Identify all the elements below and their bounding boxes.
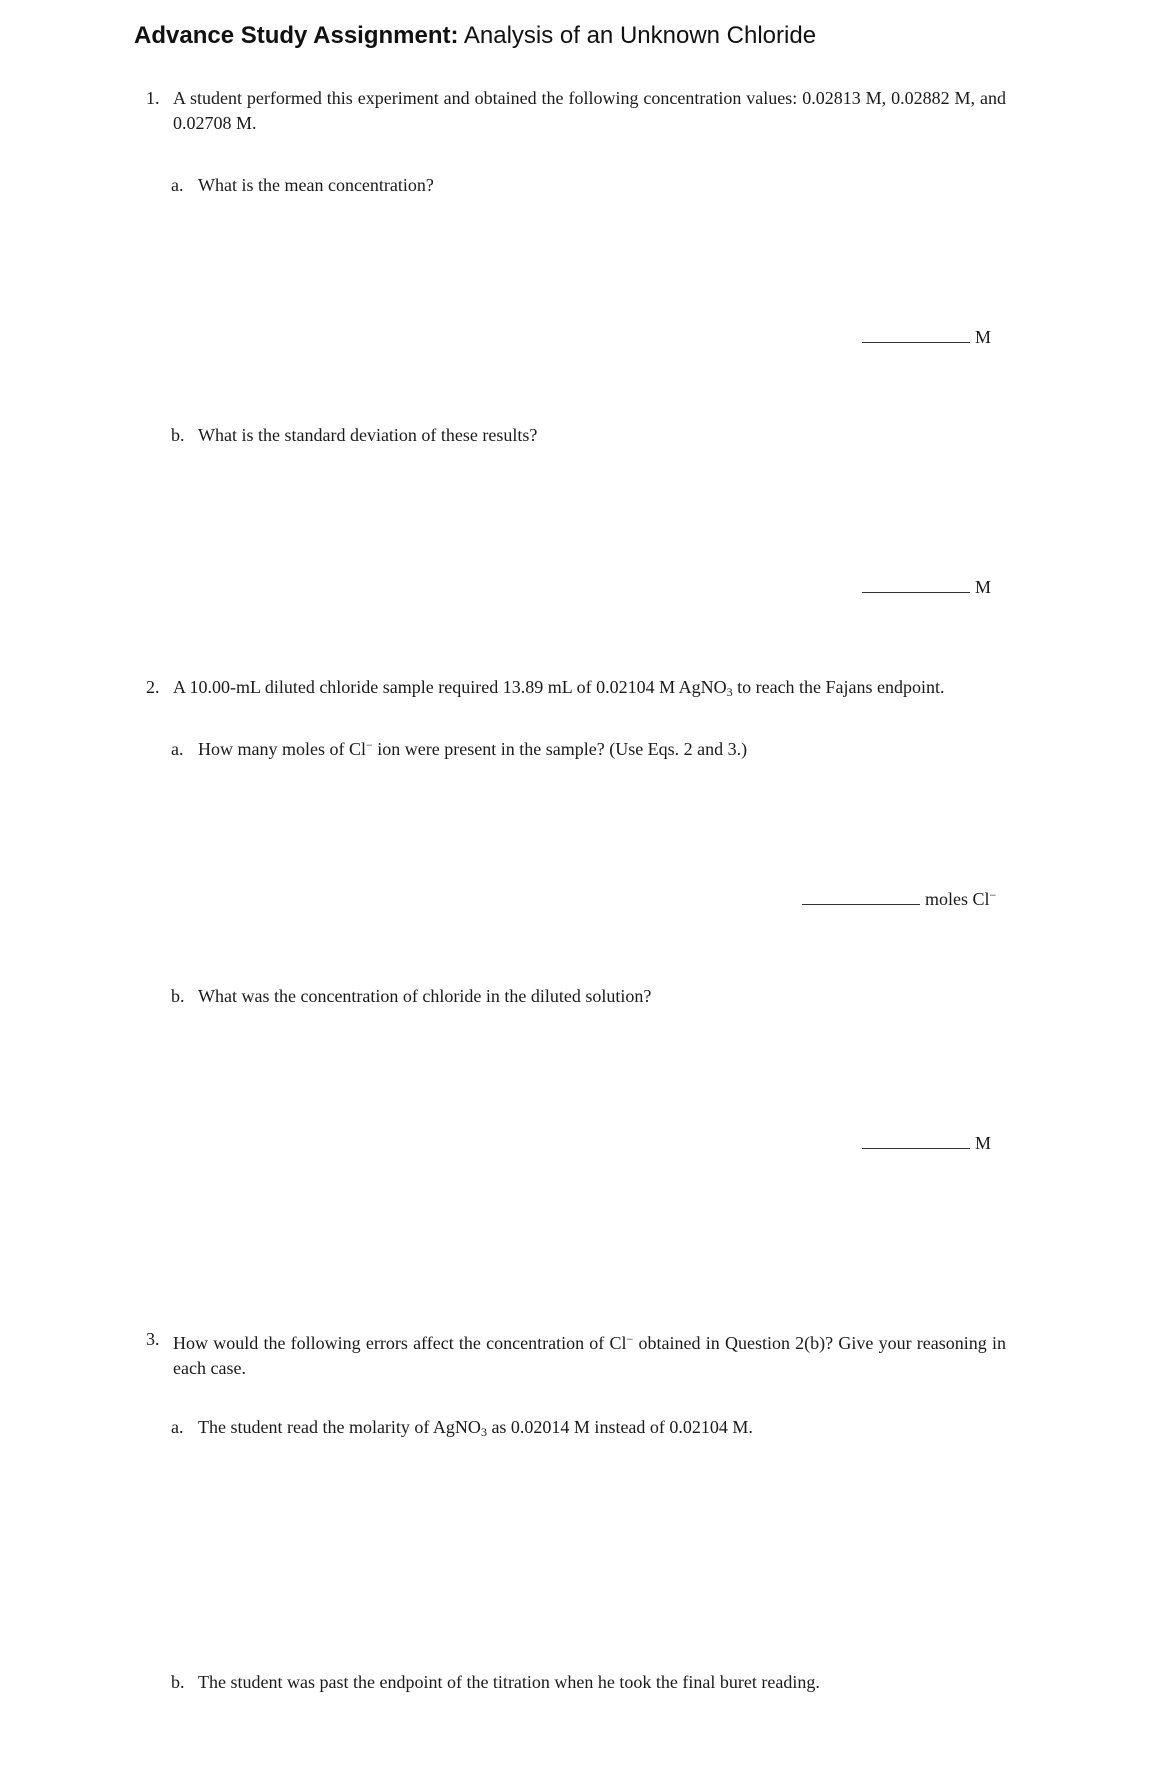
question-text: A student performed this experiment and obtained the following concentration values: 0.02813 M, 0.02882 M, and 0.02708 M. [173, 88, 1006, 133]
question-2 [146, 675, 945, 705]
answer-unit: M [975, 1133, 992, 1153]
part-text-a: How many moles of Cl [198, 739, 366, 759]
answer-blank[interactable] [862, 1132, 970, 1149]
question-3b [171, 1670, 820, 1695]
answer-2b [862, 1132, 991, 1154]
answer-blank[interactable] [862, 576, 970, 593]
part-text-a: The student read the molarity of AgNO [198, 1417, 481, 1437]
part-text-b: ion were present in the sample? (Use Eqs. 2 and 3.) [372, 739, 748, 759]
part-text: What is the standard deviation of these results? [198, 425, 538, 445]
superscript: − [989, 888, 997, 902]
part-letter: a. [171, 1417, 184, 1437]
answer-2a [802, 884, 996, 910]
question-1b [171, 423, 537, 448]
part-text-b: as 0.02014 M instead of 0.02104 M. [486, 1417, 753, 1437]
question-number: 2. [146, 677, 160, 697]
part-letter: b. [171, 986, 185, 1006]
part-text: What is the mean concentration? [198, 175, 434, 195]
question-text-b: to reach the Fajans endpoint. [732, 677, 945, 697]
superscript: − [626, 1332, 634, 1346]
answer-blank[interactable] [862, 326, 970, 343]
answer-unit: M [975, 327, 992, 347]
part-letter: a. [171, 175, 184, 195]
part-text: The student was past the endpoint of the titration when he took the final buret reading. [198, 1672, 820, 1692]
answer-blank[interactable] [802, 888, 920, 905]
title-subject: Analysis of an Unknown Chloride [463, 22, 817, 49]
question-2b [171, 984, 651, 1009]
question-3 [146, 1327, 1006, 1379]
question-text [173, 1327, 1006, 1381]
superscript: − [366, 738, 373, 752]
part-letter: a. [171, 739, 184, 759]
question-1 [146, 86, 1006, 138]
question-number: 1. [146, 88, 160, 108]
answer-1a [862, 326, 991, 348]
question-2a [171, 733, 747, 762]
page-title [134, 22, 816, 50]
question-3a [171, 1415, 753, 1445]
part-letter: b. [171, 1672, 185, 1692]
question-text-a: How would the following errors affect the concentration of Cl [173, 1333, 627, 1353]
answer-unit: M [975, 577, 992, 597]
part-text: What was the concentration of chloride in the diluted solution? [198, 986, 652, 1006]
question-text-a: A 10.00-mL diluted chloride sample required 13.89 mL of 0.02104 M AgNO [173, 677, 727, 697]
question-text-b: obtained in Question 2(b)? Give your reasoning in each case. [173, 1333, 1006, 1378]
answer-1b [862, 576, 991, 598]
title-bold: Advance Study Assignment: [134, 22, 459, 49]
subscript: 3 [726, 685, 733, 699]
subscript: 3 [480, 1425, 487, 1439]
answer-unit: moles Cl [925, 889, 990, 909]
part-letter: b. [171, 425, 185, 445]
question-1a [171, 173, 434, 198]
question-number: 3. [146, 1329, 160, 1349]
